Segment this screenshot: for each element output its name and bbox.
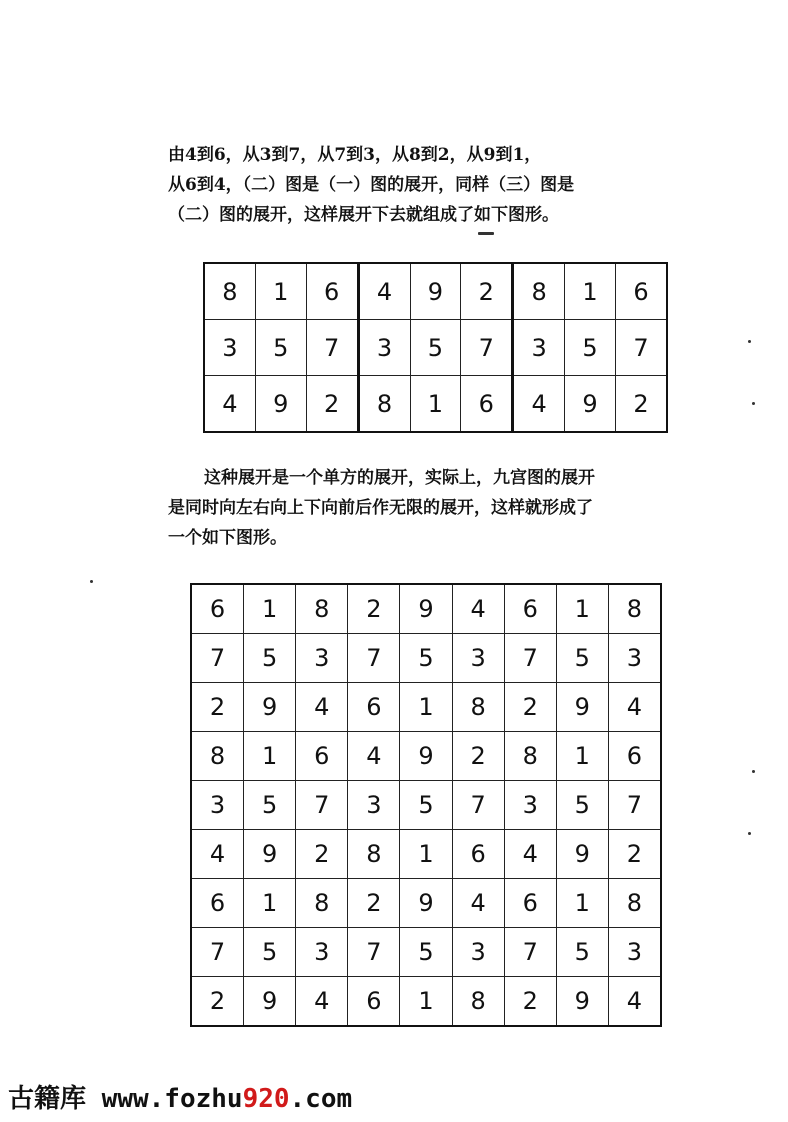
grid-cell: 8 xyxy=(608,584,661,634)
grid-cell: 7 xyxy=(504,928,556,977)
scan-speck xyxy=(748,340,751,343)
grid-row xyxy=(191,781,661,830)
grid-cell: 5 xyxy=(400,928,452,977)
grid-cell: 7 xyxy=(296,781,348,830)
grid-cell: 6 xyxy=(306,263,358,320)
grid-cell: 8 xyxy=(504,732,556,781)
grid-cell: 8 xyxy=(204,263,255,320)
grid-cell: 4 xyxy=(513,376,565,433)
grid-cell: 1 xyxy=(400,683,452,732)
paragraph-1 xyxy=(168,140,668,230)
grid-cell: 1 xyxy=(244,732,296,781)
grid-cell: 3 xyxy=(204,320,255,376)
grid-cell: 9 xyxy=(244,977,296,1027)
grid-cell: 7 xyxy=(504,634,556,683)
grid-cell: 4 xyxy=(348,732,400,781)
scan-speck xyxy=(90,580,93,583)
grid-cell: 7 xyxy=(306,320,358,376)
grid-cell: 8 xyxy=(358,376,410,433)
grid-cell: 7 xyxy=(461,320,513,376)
grid-cell: 3 xyxy=(608,634,661,683)
grid-row xyxy=(191,732,661,781)
grid-cell: 8 xyxy=(452,977,504,1027)
grid-cell: 4 xyxy=(452,584,504,634)
grid-cell: 4 xyxy=(191,830,244,879)
grid-cell: 8 xyxy=(452,683,504,732)
grid-cell: 5 xyxy=(400,634,452,683)
grid-cell: 3 xyxy=(358,320,410,376)
grid-cell: 5 xyxy=(400,781,452,830)
grid-row xyxy=(204,320,667,376)
grid-cell: 8 xyxy=(513,263,565,320)
grid-cell: 2 xyxy=(452,732,504,781)
grid-cell: 8 xyxy=(296,879,348,928)
grid-cell: 5 xyxy=(244,928,296,977)
grid-row xyxy=(191,683,661,732)
grid-cell: 4 xyxy=(358,263,410,320)
grid-cell: 4 xyxy=(608,683,661,732)
grid-cell: 2 xyxy=(461,263,513,320)
site-watermark[interactable] xyxy=(8,1078,352,1115)
paragraph-1-line: （二）图的展开，这样展开下去就组成了如下图形。 xyxy=(168,205,559,225)
grid-cell: 6 xyxy=(608,732,661,781)
grid-cell: 2 xyxy=(191,977,244,1027)
grid-cell: 7 xyxy=(191,634,244,683)
grid-cell: 1 xyxy=(556,584,608,634)
grid-cell: 4 xyxy=(504,830,556,879)
grid-cell: 3 xyxy=(191,781,244,830)
grid-cell: 1 xyxy=(244,584,296,634)
grid-row xyxy=(191,879,661,928)
grid-cell: 5 xyxy=(556,781,608,830)
grid-cell: 9 xyxy=(244,830,296,879)
site-url-suffix: .com xyxy=(289,1084,353,1114)
grid-cell: 2 xyxy=(348,584,400,634)
grid-cell: 1 xyxy=(400,977,452,1027)
grid-cell: 5 xyxy=(244,634,296,683)
grid-cell: 5 xyxy=(410,320,461,376)
grid-cell: 6 xyxy=(461,376,513,433)
grid-cell: 6 xyxy=(191,879,244,928)
grid-cell: 1 xyxy=(410,376,461,433)
grid-cell: 9 xyxy=(410,263,461,320)
grid-cell: 7 xyxy=(348,634,400,683)
grid-cell: 3 xyxy=(504,781,556,830)
site-url-number: 920 xyxy=(242,1084,290,1114)
grid-row xyxy=(191,830,661,879)
grid-cell: 6 xyxy=(504,584,556,634)
grid-cell: 5 xyxy=(556,634,608,683)
paragraph-2-line: 这种展开是一个单方的展开，实际上，九宫图的展开 xyxy=(204,468,595,488)
unfolded-grid-1 xyxy=(203,262,668,433)
grid-cell: 4 xyxy=(608,977,661,1027)
grid-cell: 4 xyxy=(296,683,348,732)
grid-cell: 5 xyxy=(244,781,296,830)
grid-cell: 1 xyxy=(255,263,306,320)
paragraph-2-line: 一个如下图形。 xyxy=(168,528,287,548)
grid-cell: 3 xyxy=(452,928,504,977)
grid-row xyxy=(191,584,661,634)
grid-cell: 3 xyxy=(608,928,661,977)
grid-row xyxy=(204,263,667,320)
grid-cell: 9 xyxy=(255,376,306,433)
scan-speck xyxy=(748,832,751,835)
grid-cell: 9 xyxy=(556,830,608,879)
grid-cell: 6 xyxy=(191,584,244,634)
grid-cell: 3 xyxy=(452,634,504,683)
paragraph-2-line: 是同时向左右向上下向前后作无限的展开，这样就形成了 xyxy=(168,498,593,518)
grid-cell: 9 xyxy=(400,584,452,634)
unfolded-grid-2 xyxy=(190,583,662,1027)
grid-cell: 1 xyxy=(244,879,296,928)
grid-cell: 6 xyxy=(616,263,668,320)
grid-cell: 6 xyxy=(348,977,400,1027)
grid-cell: 4 xyxy=(296,977,348,1027)
grid-cell: 2 xyxy=(191,683,244,732)
grid-cell: 8 xyxy=(191,732,244,781)
grid-cell: 3 xyxy=(348,781,400,830)
grid-cell: 2 xyxy=(504,977,556,1027)
grid-cell: 6 xyxy=(452,830,504,879)
site-name: 古籍库 xyxy=(8,1084,87,1114)
grid-cell: 7 xyxy=(191,928,244,977)
grid-cell: 5 xyxy=(556,928,608,977)
grid-cell: 9 xyxy=(556,683,608,732)
grid-cell: 2 xyxy=(306,376,358,433)
grid-cell: 8 xyxy=(296,584,348,634)
grid-cell: 1 xyxy=(556,879,608,928)
paragraph-1-line: 由4到6，从3到7，从7到3，从8到2，从9到1， xyxy=(168,145,542,165)
grid-cell: 3 xyxy=(296,634,348,683)
grid-cell: 1 xyxy=(400,830,452,879)
grid-cell: 3 xyxy=(513,320,565,376)
grid-cell: 7 xyxy=(616,320,668,376)
grid-cell: 9 xyxy=(400,732,452,781)
grid-row xyxy=(191,928,661,977)
grid-cell: 2 xyxy=(348,879,400,928)
grid-cell: 1 xyxy=(565,263,616,320)
scan-speck xyxy=(752,402,755,405)
grid-cell: 9 xyxy=(400,879,452,928)
grid-cell: 4 xyxy=(204,376,255,433)
grid-cell: 9 xyxy=(556,977,608,1027)
grid-cell: 2 xyxy=(616,376,668,433)
grid-row xyxy=(191,634,661,683)
grid-cell: 4 xyxy=(452,879,504,928)
site-url-prefix: www.fozhu xyxy=(101,1084,243,1114)
grid-cell: 6 xyxy=(348,683,400,732)
grid-row xyxy=(191,977,661,1027)
grid-cell: 1 xyxy=(556,732,608,781)
grid-cell: 7 xyxy=(608,781,661,830)
grid-row xyxy=(204,376,667,433)
grid-cell: 7 xyxy=(452,781,504,830)
grid-cell: 8 xyxy=(608,879,661,928)
grid-cell: 9 xyxy=(244,683,296,732)
grid-cell: 3 xyxy=(296,928,348,977)
grid-cell: 5 xyxy=(565,320,616,376)
grid-cell: 8 xyxy=(348,830,400,879)
paragraph-1-line: 从6到4，（二）图是（一）图的展开，同样（三）图是 xyxy=(168,175,575,195)
paragraph-2 xyxy=(168,463,668,553)
grid-cell: 6 xyxy=(296,732,348,781)
grid-cell: 2 xyxy=(504,683,556,732)
grid-cell: 2 xyxy=(296,830,348,879)
grid-cell: 7 xyxy=(348,928,400,977)
scan-speck xyxy=(752,770,755,773)
scan-mark xyxy=(478,232,494,235)
grid-cell: 2 xyxy=(608,830,661,879)
grid-cell: 5 xyxy=(255,320,306,376)
grid-cell: 6 xyxy=(504,879,556,928)
grid-cell: 9 xyxy=(565,376,616,433)
